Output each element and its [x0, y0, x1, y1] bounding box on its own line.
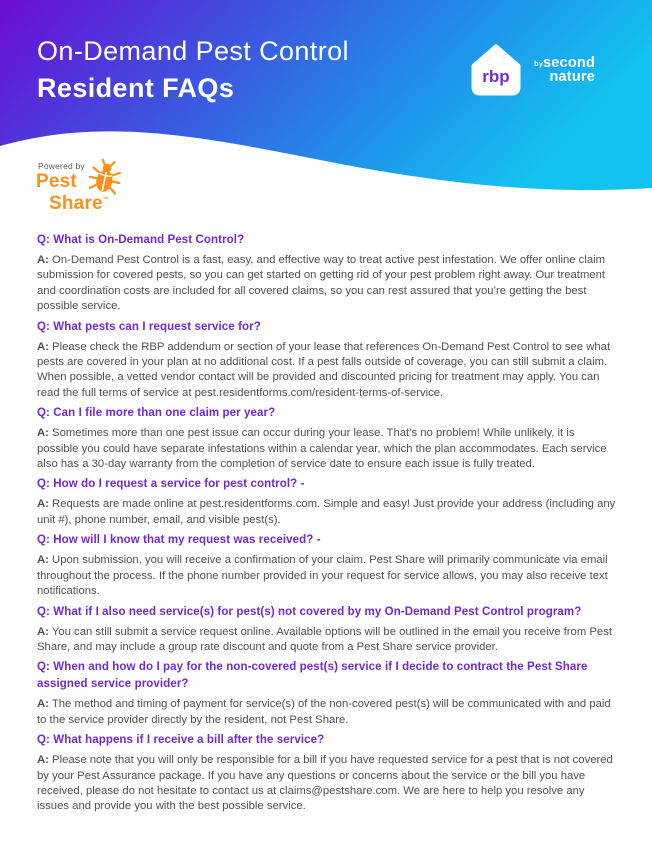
faq-answer: [37, 340, 619, 402]
brand-word-nature: nature: [549, 69, 595, 85]
faq-answer: [37, 625, 619, 656]
faq-answer: [37, 697, 619, 728]
answer-prefix: A:: [37, 754, 49, 767]
faq-item: [37, 732, 619, 815]
answer-prefix: A:: [37, 340, 49, 353]
brand-word-second: second: [543, 55, 595, 71]
answer-text: Please check the RBP addendum or section of your lease that references On-Demand Pest Control to see what pests are covered in your plan at no additional cost. If a pest falls outside of coverage, you can still submit a claim. When possible, a vetted vendor contact will be provided and discounted pricing for treatment may apply. You can read the full terms of service at pest.residentforms.com/resident-terms-of-service.: [37, 340, 611, 399]
answer-text: On-Demand Pest Control is a fast, easy, and effective way to treat active pest infestation. We offer online claim submission for covered pests, so you can get started on getting rid of your pest problem right away. Our treatment and coordination costs are included for all covered claims, so you can rest assured that you’re getting the best possible service.: [37, 254, 606, 313]
faq-answer: [37, 253, 619, 315]
pest-share-word-share: Share™: [49, 193, 110, 214]
faq-question: Q: What happens if I receive a bill after the service?: [37, 734, 325, 747]
answer-prefix: A:: [37, 554, 49, 567]
answer-text: Upon submission, you will receive a confirmation of your claim. Pest Share will primarily communicate via email throughout the process. If the phone number provided in your request for service allows, you may also receive text notifications.: [37, 554, 608, 598]
faq-question: Q: When and how do I pay for the non-covered pest(s) service if I decide to contract the Pest Share assigned service provider?: [37, 661, 588, 691]
faq-question: Q: How will I know that my request was received? -: [37, 534, 321, 547]
faq-item: [37, 659, 619, 728]
faq-answer: [37, 497, 619, 528]
faq-item: [37, 232, 619, 315]
faq-answer: [37, 753, 619, 815]
header-title-block: [37, 33, 349, 106]
page-subtitle: Resident FAQs: [37, 73, 235, 103]
powered-by-label: Powered by: [38, 161, 85, 171]
faq-item: [37, 532, 619, 599]
answer-prefix: A:: [37, 498, 49, 511]
faq-item: [37, 604, 619, 656]
answer-prefix: A:: [37, 427, 49, 440]
faq-list: [37, 232, 619, 819]
pest-share-logo: [36, 161, 146, 219]
page-title: On-Demand Pest Control: [37, 36, 349, 66]
trademark-symbol: ™: [102, 197, 110, 203]
faq-answer: [37, 553, 619, 599]
faq-item: [37, 319, 619, 402]
answer-text: Please note that you will only be responsible for a bill if you have requested service for a pest that is not covered by your Pest Assurance package. If you have any questions or concerns about the service or the bill you have received, please do not hesitate to contact us at claims@pestshare.com. We are here to help you resolve any issues and provide you with the best possible service.: [37, 754, 613, 813]
faq-question: Q: Can I file more than one claim per year?: [37, 407, 276, 420]
rbp-logo-text: rbp: [482, 67, 510, 86]
by-label: by: [534, 59, 544, 68]
faq-question: Q: What if I also need service(s) for pest(s) not covered by my On-Demand Pest Control program?: [37, 605, 582, 618]
faq-question: Q: What is On-Demand Pest Control?: [37, 234, 245, 246]
answer-text: Requests are made online at pest.residentforms.com. Simple and easy! Just provide your address (including any unit #), phone number, email, and visible pest(s).: [37, 498, 616, 526]
second-nature-logo: [543, 56, 595, 84]
beetle-icon: [89, 159, 121, 197]
faq-question: Q: How do I request a service for pest control? -: [37, 478, 305, 491]
answer-text: Sometimes more than one pest issue can occur during your lease. That’s no problem! While unlikely, it is possible you could have separate infestations within a calendar year, which the plan accommodates. Each service also has a 30-day warranty from the completion of service date to ensure each issue is fully treated.: [37, 427, 607, 471]
faq-answer: [37, 426, 619, 472]
answer-prefix: A:: [37, 254, 49, 266]
faq-item: [37, 405, 619, 472]
pest-share-word-pest: Pest: [36, 171, 77, 192]
faq-question: Q: What pests can I request service for?: [37, 320, 261, 333]
answer-prefix: A:: [37, 698, 49, 711]
faq-item: [37, 476, 619, 528]
answer-text: The method and timing of payment for service(s) of the non-covered pest(s) will be communicated with and paid to the service provider directly by the resident, not Pest Share.: [37, 698, 611, 726]
answer-text: You can still submit a service request online. Available options will be outlined in the email you receive from Pest Share, and may include a group rate discount and quote from a Pest Share service provider.: [37, 625, 612, 653]
answer-prefix: A:: [37, 625, 49, 638]
rbp-logo-icon: [464, 39, 528, 103]
